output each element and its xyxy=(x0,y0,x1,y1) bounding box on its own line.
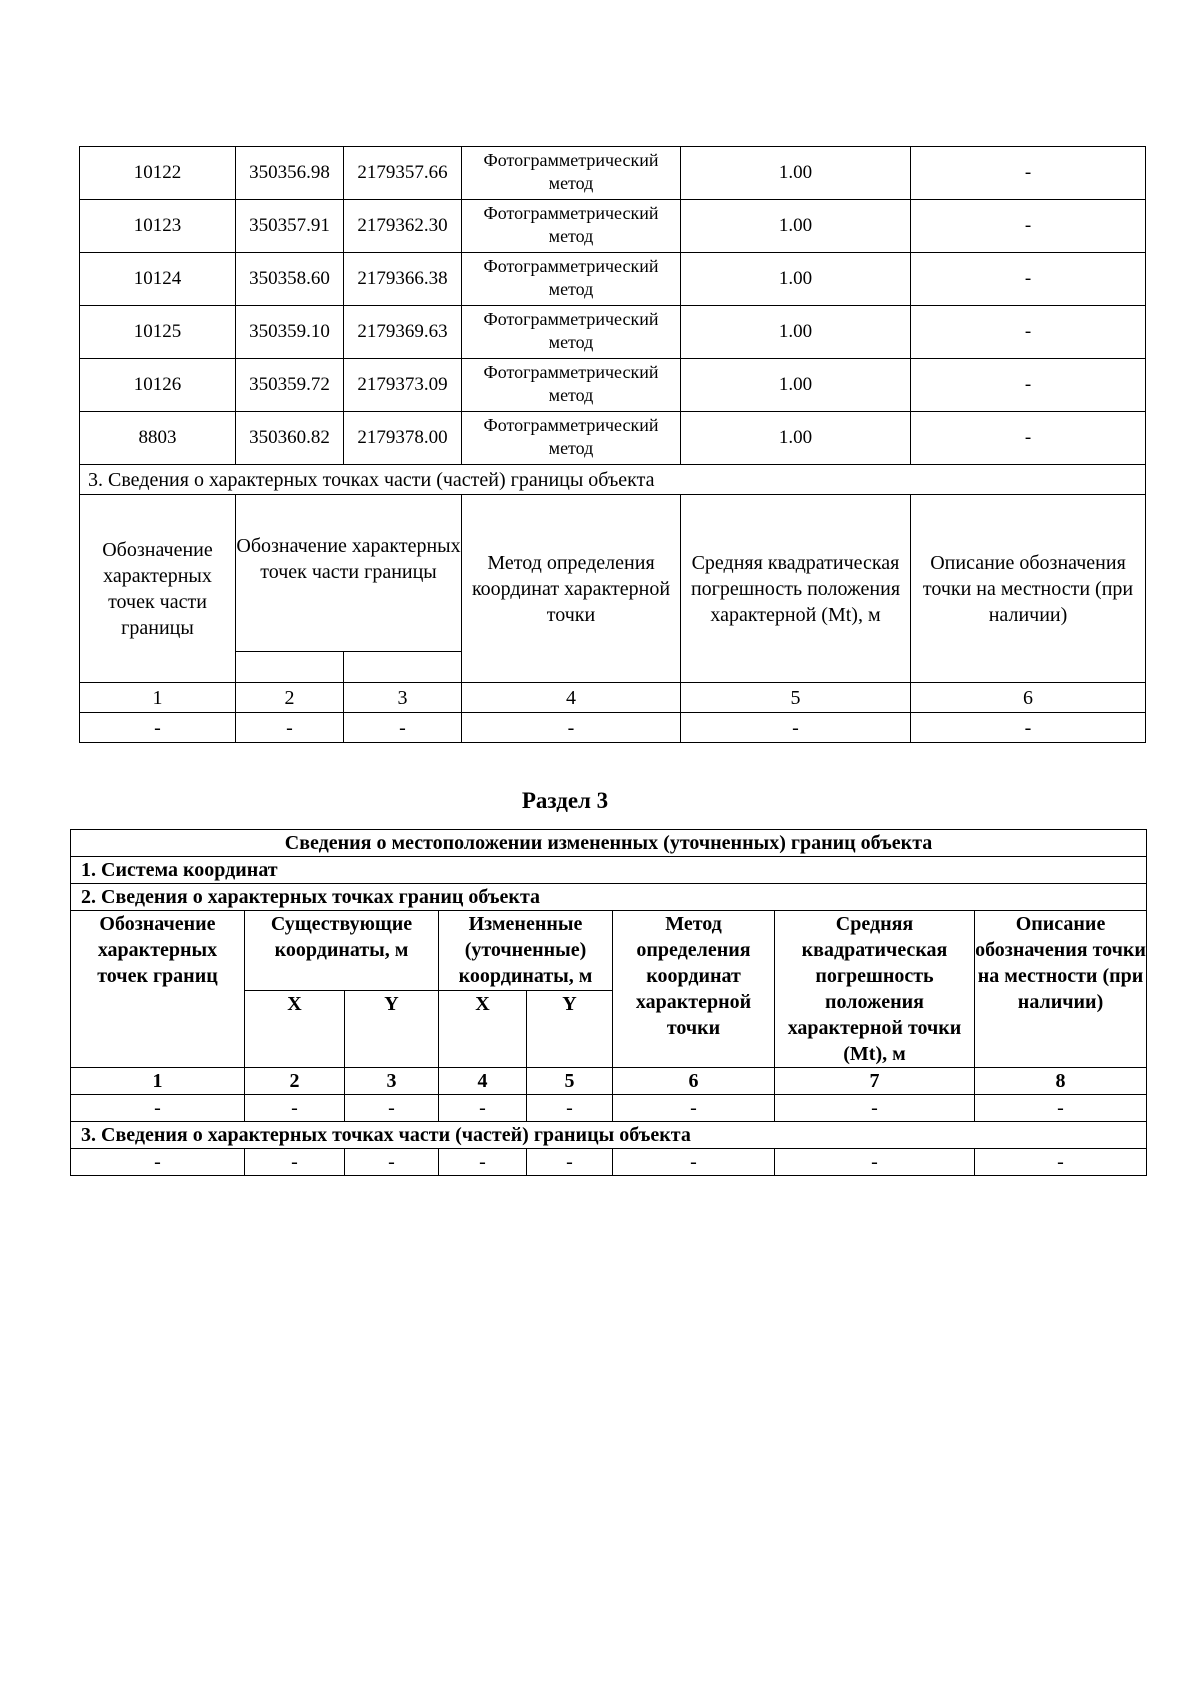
title-row xyxy=(71,830,1147,857)
dash-cell: - xyxy=(462,713,681,743)
header-point-designation: Обозначение характерных точек границ xyxy=(71,911,245,1068)
dash-row xyxy=(80,713,1146,743)
dash-cell: - xyxy=(71,1095,245,1122)
column-number: 4 xyxy=(462,683,681,713)
header-point-designation-part: Обозначение характерных точек части границы xyxy=(236,495,462,652)
point-mt: 1.00 xyxy=(681,412,911,465)
point-desc: - xyxy=(911,200,1146,253)
dash-cell: - xyxy=(439,1149,527,1176)
point-x: 350359.10 xyxy=(236,306,344,359)
dash-cell: - xyxy=(80,713,236,743)
dash-cell: - xyxy=(344,713,462,743)
dash-cell: - xyxy=(911,713,1146,743)
header-row xyxy=(71,911,1147,991)
point-mt: 1.00 xyxy=(681,253,911,306)
coordinate-system-label: 1. Система координат xyxy=(71,857,1147,884)
section-row xyxy=(71,857,1147,884)
point-desc: - xyxy=(911,359,1146,412)
header-method: Метод определения координат характерной точки xyxy=(462,495,681,683)
column-number: 8 xyxy=(975,1068,1147,1095)
column-number: 2 xyxy=(245,1068,345,1095)
column-number: 1 xyxy=(71,1068,245,1095)
point-id: 10123 xyxy=(80,200,236,253)
dash-cell: - xyxy=(236,713,344,743)
dash-cell: - xyxy=(775,1149,975,1176)
dash-cell: - xyxy=(613,1095,775,1122)
point-x: 350359.72 xyxy=(236,359,344,412)
dash-cell: - xyxy=(527,1095,613,1122)
boundary-points-table xyxy=(79,146,1146,743)
column-number: 3 xyxy=(345,1068,439,1095)
point-mt: 1.00 xyxy=(681,200,911,253)
dash-cell: - xyxy=(439,1095,527,1122)
column-number: 2 xyxy=(236,683,344,713)
header-empty-cell xyxy=(344,652,462,683)
dash-cell: - xyxy=(345,1149,439,1176)
header-changed-coords: Измененные (уточненные) координаты, м xyxy=(439,911,613,991)
point-x: 350360.82 xyxy=(236,412,344,465)
dash-cell: - xyxy=(245,1095,345,1122)
column-number: 5 xyxy=(681,683,911,713)
point-method: Фотограмметрический метод xyxy=(462,253,681,306)
column-numbers-row xyxy=(80,683,1146,713)
header-description: Описание обозначения точки на местности (при наличии) xyxy=(975,911,1147,1068)
table-row xyxy=(80,200,1146,253)
point-y: 2179369.63 xyxy=(344,306,462,359)
header-method: Метод определения координат характерной точки xyxy=(613,911,775,1068)
point-desc: - xyxy=(911,253,1146,306)
point-x: 350356.98 xyxy=(236,147,344,200)
changed-boundaries-table xyxy=(70,829,1147,1176)
dash-row xyxy=(71,1149,1147,1176)
dash-row xyxy=(71,1095,1147,1122)
column-number: 4 xyxy=(439,1068,527,1095)
header-existing-coords: Существующие координаты, м xyxy=(245,911,439,991)
dash-cell: - xyxy=(613,1149,775,1176)
point-id: 10122 xyxy=(80,147,236,200)
point-mt: 1.00 xyxy=(681,359,911,412)
column-number: 3 xyxy=(344,683,462,713)
point-method: Фотограмметрический метод xyxy=(462,359,681,412)
table-row xyxy=(80,359,1146,412)
point-method: Фотограмметрический метод xyxy=(462,306,681,359)
point-y: 2179373.09 xyxy=(344,359,462,412)
point-mt: 1.00 xyxy=(681,306,911,359)
table-row xyxy=(80,306,1146,359)
table-row xyxy=(80,147,1146,200)
table-row xyxy=(80,412,1146,465)
dash-cell: - xyxy=(527,1149,613,1176)
header-point-designation: Обозначение характерных точек части границы xyxy=(80,495,236,683)
point-desc: - xyxy=(911,147,1146,200)
header-x: X xyxy=(439,990,527,1068)
point-id: 10124 xyxy=(80,253,236,306)
point-method: Фотограмметрический метод xyxy=(462,412,681,465)
column-number: 5 xyxy=(527,1068,613,1095)
section-3-title: 3. Сведения о характерных точках части (частей) границы объекта xyxy=(80,465,1146,495)
dash-cell: - xyxy=(975,1095,1147,1122)
point-y: 2179378.00 xyxy=(344,412,462,465)
header-description: Описание обозначения точки на местности (при наличии) xyxy=(911,495,1146,683)
section-row xyxy=(71,884,1147,911)
header-empty-cell xyxy=(236,652,344,683)
column-number: 1 xyxy=(80,683,236,713)
point-x: 350358.60 xyxy=(236,253,344,306)
part-boundary-points-label: 3. Сведения о характерных точках части (частей) границы объекта xyxy=(71,1122,1147,1149)
point-y: 2179362.30 xyxy=(344,200,462,253)
point-y: 2179366.38 xyxy=(344,253,462,306)
point-desc: - xyxy=(911,306,1146,359)
dash-cell: - xyxy=(71,1149,245,1176)
point-id: 10125 xyxy=(80,306,236,359)
point-desc: - xyxy=(911,412,1146,465)
point-id: 10126 xyxy=(80,359,236,412)
header-mean-error: Средняя квадратическая погрешность положения характерной (Mt), м xyxy=(681,495,911,683)
column-numbers-row xyxy=(71,1068,1147,1095)
point-x: 350357.91 xyxy=(236,200,344,253)
section-row xyxy=(80,465,1146,495)
header-row xyxy=(80,495,1146,652)
column-number: 6 xyxy=(911,683,1146,713)
table-row xyxy=(80,253,1146,306)
dash-cell: - xyxy=(775,1095,975,1122)
dash-cell: - xyxy=(345,1095,439,1122)
dash-cell: - xyxy=(681,713,911,743)
section-heading: Раздел 3 xyxy=(521,788,609,813)
point-id: 8803 xyxy=(80,412,236,465)
column-number: 7 xyxy=(775,1068,975,1095)
section-row xyxy=(71,1122,1147,1149)
dash-cell: - xyxy=(245,1149,345,1176)
boundary-points-label: 2. Сведения о характерных точках границ объекта xyxy=(71,884,1147,911)
point-y: 2179357.66 xyxy=(344,147,462,200)
point-method: Фотограмметрический метод xyxy=(462,200,681,253)
header-y: Y xyxy=(345,990,439,1068)
points-rows xyxy=(80,147,1146,743)
column-number: 6 xyxy=(613,1068,775,1095)
point-method: Фотограмметрический метод xyxy=(462,147,681,200)
dash-cell: - xyxy=(975,1149,1147,1176)
point-mt: 1.00 xyxy=(681,147,911,200)
header-x: X xyxy=(245,990,345,1068)
header-mean-error: Средняя квадратическая погрешность положения характерной точки (Mt), м xyxy=(775,911,975,1068)
table-title: Сведения о местоположении измененных (уточненных) границ объекта xyxy=(71,830,1147,857)
header-y: Y xyxy=(527,990,613,1068)
